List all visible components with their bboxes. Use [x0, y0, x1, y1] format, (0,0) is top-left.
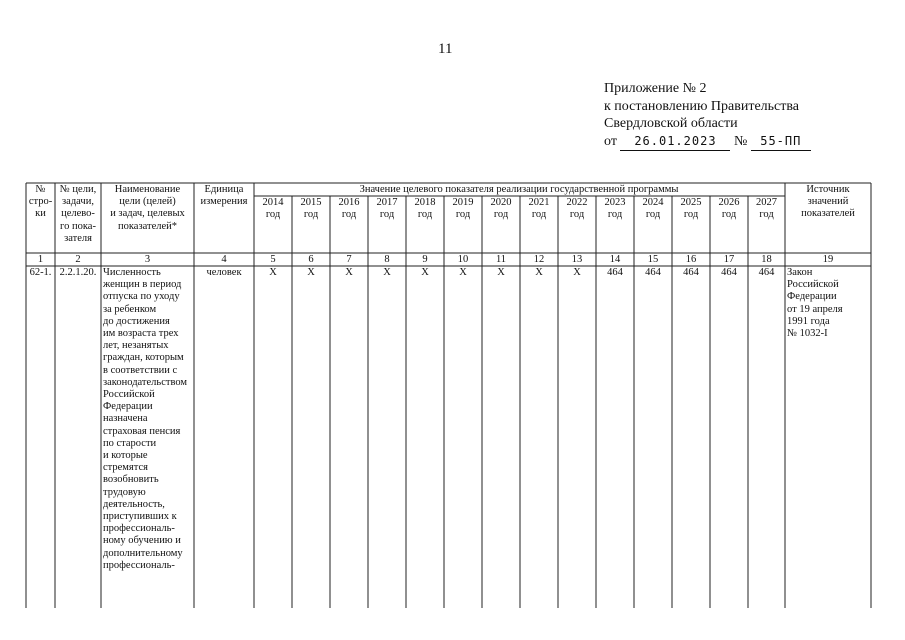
column-number: 7 — [346, 254, 352, 265]
column-number: 5 — [270, 254, 276, 265]
year-value: X — [421, 267, 429, 278]
header-unit: Единица измерения — [200, 184, 248, 208]
header-year: 2015 год — [300, 197, 322, 221]
resolution-date: 26.01.2023 — [634, 133, 717, 148]
header-year: 2018 год — [414, 197, 436, 221]
column-number: 9 — [422, 254, 428, 265]
column-number: 15 — [647, 254, 659, 265]
header-year: 2024 год — [642, 197, 664, 221]
header-indicator-name: Наименование цели (целей) и задач, целевых показателей* — [110, 184, 185, 232]
goal-number: 2.2.1.20. — [59, 267, 97, 278]
year-value: X — [383, 267, 391, 278]
year-value: 464 — [645, 267, 661, 278]
year-value: X — [307, 267, 315, 278]
header-year: 2020 год — [490, 197, 512, 221]
column-number: 14 — [609, 254, 621, 265]
year-value: X — [269, 267, 277, 278]
column-number: 10 — [457, 254, 469, 265]
header-year: 2017 год — [376, 197, 398, 221]
column-number: 18 — [761, 254, 772, 265]
unit-value: человек — [206, 267, 242, 278]
source-value: Закон Российской Федерации от 19 апреля 1991 года № 1032-I — [787, 267, 843, 340]
column-number: 6 — [308, 254, 314, 265]
column-number: 11 — [495, 254, 507, 265]
column-number: 13 — [571, 254, 583, 265]
column-number: 19 — [822, 254, 834, 265]
year-value: X — [573, 267, 581, 278]
header-year: 2023 год — [604, 197, 626, 221]
resolution-number: 55-ПП — [760, 133, 802, 148]
header-year: 2025 год — [680, 197, 702, 221]
header-year: 2026 год — [718, 197, 740, 221]
number-label: № — [733, 133, 748, 149]
header-source: Источник значений показателей — [801, 184, 855, 220]
header-year: 2022 год — [566, 197, 588, 221]
column-number: 16 — [685, 254, 697, 265]
header-year: 2016 год — [338, 197, 360, 221]
from-label: от — [604, 133, 617, 149]
year-value: 464 — [607, 267, 623, 278]
appendix-region: Свердловской области — [604, 116, 738, 131]
header-target-values-group: Значение целевого показателя реализации государственной программы — [359, 184, 679, 195]
column-number: 1 — [37, 254, 44, 265]
row-number: 62-1. — [29, 267, 52, 278]
column-number: 2 — [75, 254, 81, 265]
column-number: 3 — [144, 254, 151, 265]
appendix-resolution: к постановлению Правительства — [604, 98, 800, 114]
column-number: 12 — [533, 254, 545, 265]
header-year: 2021 год — [528, 197, 550, 221]
column-number: 17 — [723, 254, 735, 265]
year-value: 464 — [683, 267, 699, 278]
year-value: 464 — [721, 267, 737, 278]
header-year: 2027 год — [756, 197, 777, 221]
header-year: 2019 год — [452, 197, 474, 221]
header-goal-number: № цели, задачи, целево- го пока- зателя — [59, 184, 97, 244]
header-row-number: № стро- ки — [28, 184, 53, 220]
year-value: X — [459, 267, 467, 278]
page-number: 11 — [438, 41, 453, 57]
year-value: X — [497, 267, 505, 278]
indicator-name: Численность женщин в период отпуска по уходу за ребенком до достижения им возраста трех лет, незанятых граждан, которым в соответствии с законодательством Российской Федерации назначена страховая пенсия по старости и которые стремятся возобновить трудовую деятельность, приступивших к профессиональ- ному обучению и дополнительному профессиональ- — [103, 267, 188, 571]
header-year: 2014 год — [262, 197, 284, 221]
year-value: X — [535, 267, 543, 278]
column-number: 8 — [384, 254, 390, 265]
appendix-title: Приложение № 2 — [604, 81, 707, 96]
column-number: 4 — [221, 254, 227, 265]
year-value: 464 — [758, 267, 775, 278]
year-value: X — [345, 267, 353, 278]
